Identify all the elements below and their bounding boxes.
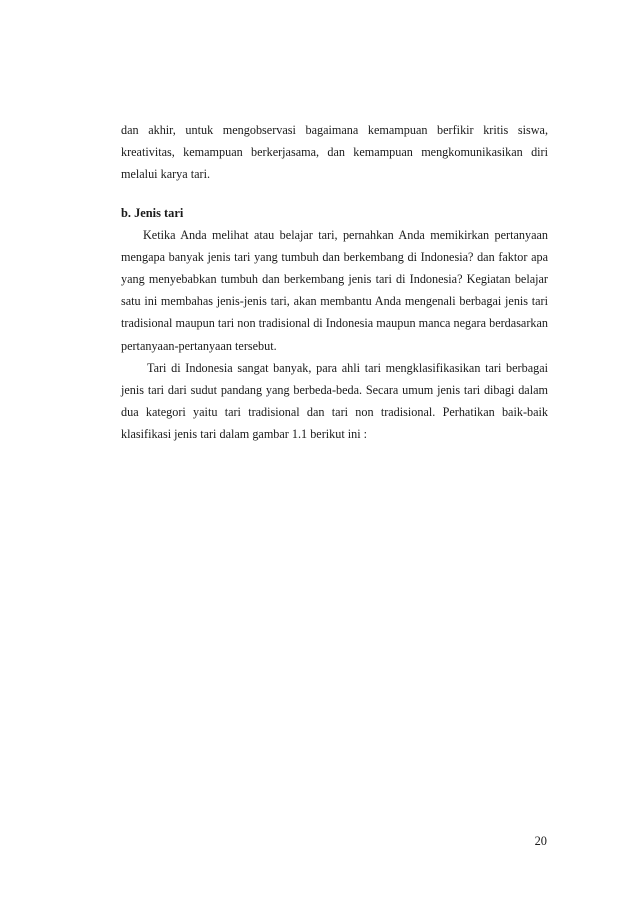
paragraph-gap (121, 186, 548, 202)
page-content (121, 119, 548, 446)
page-number: 20 (534, 834, 547, 848)
paragraph-tari-indonesia: Tari di Indonesia sangat banyak, para ahli tari mengklasifikasikan tari berbagai jenis tari dari sudut pandang yang berbeda-beda. Secara umum jenis tari dibagi dalam dua kategori yaitu tari tradisional dan tari non tradisional. Perhatikan baik-baik klasifikasi jenis tari dalam gambar 1.1 berikut ini : (121, 360, 548, 442)
section-heading-jenis-tari: b. Jenis tari (121, 205, 184, 220)
paragraph-jenis-tari-intro: Ketika Anda melihat atau belajar tari, pernahkan Anda memikirkan pertanyaan mengapa banyak jenis tari yang tumbuh dan berkembang di Indonesia? dan faktor apa yang menyebabkan tumbuh dan berkembang jenis tari di Indonesia? Kegiatan belajar satu ini membahas jenis-jenis tari, akan membantu Anda mengenali berbagai jenis tari tradisional maupun tari non tradisional di Indonesia maupun manca negara berdasarkan pertanyaan-pertanyaan tersebut. (121, 227, 548, 353)
paragraph-intro-continuation: dan akhir, untuk mengobservasi bagaimana kemampuan berfikir kritis siswa, kreativitas, kemampuan berkerjasama, dan kemampuan mengkomunikasikan diri melalui karya tari. (121, 123, 548, 182)
